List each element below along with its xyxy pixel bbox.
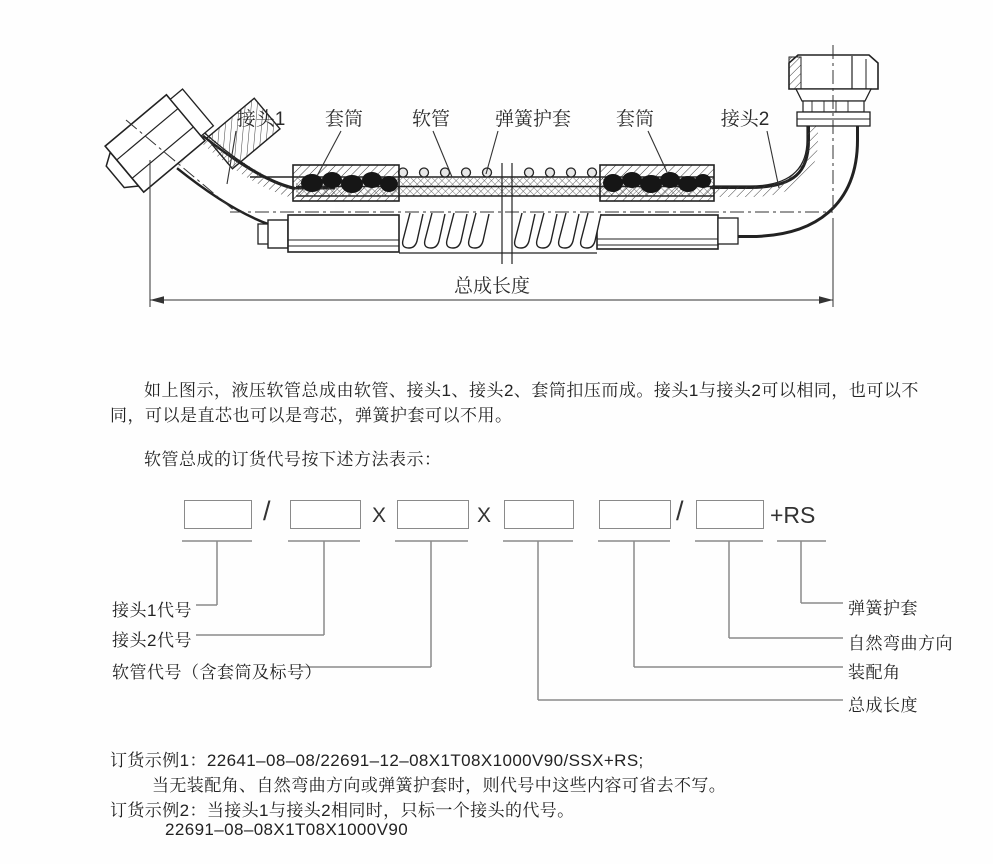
part-label-spring-guard: 弹簧护套 [494, 109, 572, 130]
part-label-joint1: 接头1 [236, 109, 286, 130]
separator-x-2: X [477, 504, 492, 527]
part-label-sleeve2: 套筒 [615, 109, 655, 130]
ferrule1-external [258, 215, 399, 252]
separator-slash-2: / [676, 496, 684, 526]
code-label-joint2: 接头2代号 [112, 631, 192, 650]
example2-line [110, 796, 575, 821]
ferrule2-section [600, 165, 714, 201]
code-label-hose: 软管代号（含套筒及标号） [112, 663, 322, 682]
code-label-bend-direction: 自然弯曲方向 [848, 634, 953, 653]
part-label-hose: 软管 [411, 109, 451, 130]
description-paragraph: 如上图示，液压软管总成由软管、接头1、接头2、套筒扣压而成。接头1与接头2可以相同，也可以不同，可以是直芯也可以是弯芯，弹簧护套可以不用。 [110, 381, 919, 425]
right-fitting-tube [710, 118, 833, 212]
dimension-label: 总成长度 [453, 276, 531, 297]
example1-line [110, 746, 644, 771]
spring-guard-coils [399, 213, 601, 253]
example2-label: 订货示例2： [110, 801, 207, 820]
example1-code: 22641–08–08/22691–12–08X1T08X1000V90/SSX+RS; [206, 751, 644, 770]
separator-slash-1: / [263, 496, 271, 526]
code-label-assembly-angle: 装配角 [848, 663, 901, 682]
code-label-spring-guard: 弹簧护套 [848, 599, 918, 618]
ferrule2-external [597, 215, 738, 249]
example2-text: 当接头1与接头2相同时，只标一个接头的代号。 [206, 801, 575, 820]
part-label-joint2: 接头2 [720, 109, 770, 130]
ferrule1-section [293, 165, 399, 201]
spring-guard-section [399, 168, 597, 177]
code-label-assembly-length: 总成长度 [848, 696, 918, 715]
suffix-rs: +RS [770, 502, 816, 528]
example1-label: 订货示例1： [110, 751, 207, 770]
hose-assembly-drawing [0, 0, 993, 345]
example2-code: 22691–08–08X1T08X1000V90 [165, 820, 409, 839]
separator-x-1: X [372, 504, 387, 527]
example1-note: 当无装配角、自然弯曲方向或弹簧护套时，则代号中这些内容可省去不写。 [152, 776, 727, 795]
part-label-sleeve1: 套筒 [324, 109, 364, 130]
code-intro-line: 软管总成的订货代号按下述方法表示： [144, 450, 442, 469]
code-label-joint1: 接头1代号 [112, 601, 192, 620]
